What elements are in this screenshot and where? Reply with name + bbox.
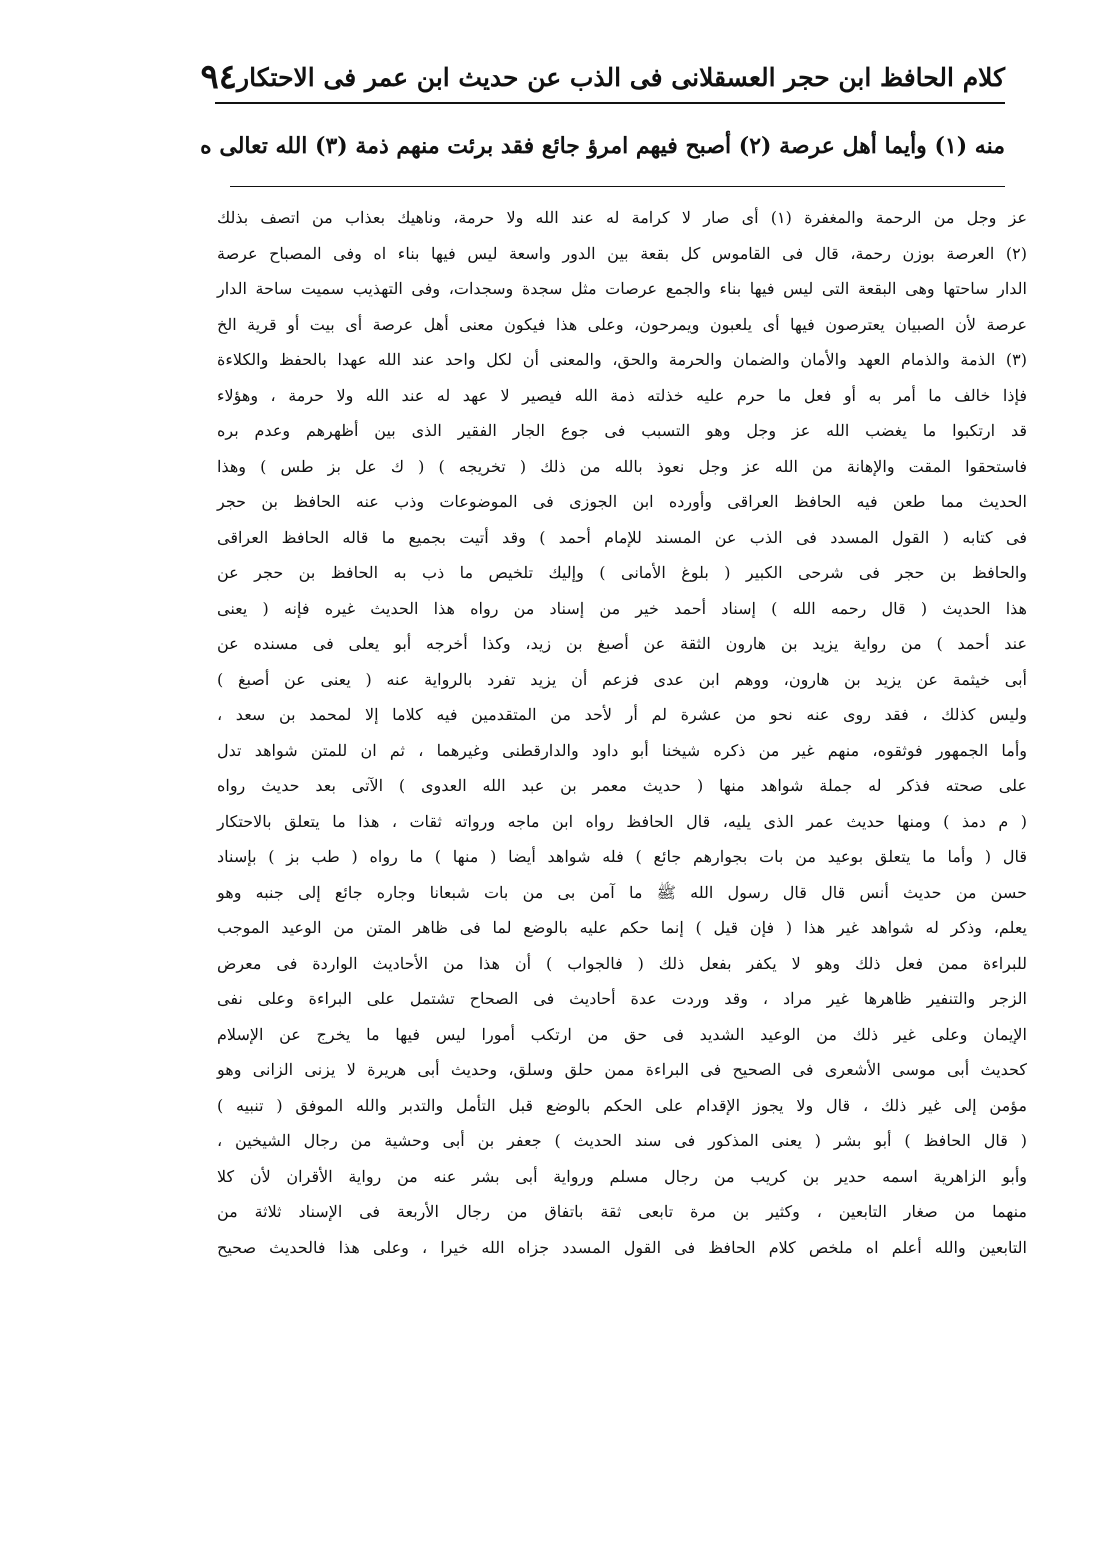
commentary-line: ( م دمذ ) ومنها حديث عمر الذى يليه، قال الحافظ رواه ابن ماجه ورواته ثقات ، هذا ما يتعلق بالاحتكار	[217, 811, 1027, 831]
hadith-text: منه (١) وأيما أهل عرصة (٢) أصبح فيهم امرؤ جائع فقد برئت منهم ذمة (٣) الله تعالى ه	[200, 133, 1005, 159]
commentary-line: فاستحقوا المقت والإهانة من الله عز وجل نعوذ بالله من ذلك ( تخريجه ) ( ك عل بز طس ) وهذا	[217, 456, 1027, 476]
commentary-line: عند أحمد ) من رواية يزيد بن هارون الثقة عن أصبغ بن زيد، وكذا أخرجه أبو يعلى فى مسنده عن	[217, 634, 1028, 653]
commentary-line: الدار ساحتها وهى البقعة التى ليس فيها بناء والجمع عرصات مثل سجدة وسجدات، وفى التهذيب سميت ساحة الدار	[217, 279, 1027, 298]
commentary-line: عز وجل من الرحمة والمغفرة (١) أى صار لا كرامة له عند الله ولا حرمة، وناهيك بعذاب من اتصف بذلك	[217, 208, 1028, 227]
commentary-line: الإيمان وعلى غير ذلك من الوعيد الشديد فى حق من ارتكب أمورا ليس فيها ما يخرج عن الإسلام	[217, 1024, 1028, 1044]
commentary-line: قد ارتكبوا ما يغضب الله عز وجل وهو التسبب فى جوع الجار الفقير الذى بين أظهرهم وعدم بره	[217, 421, 1027, 440]
commentary-line: وأما الجمهور فوثقوه، منهم غير من ذكره شيخنا أبو داود والدارقطنى وغيرهما ، ثم ان للمتن شواهد تدل	[217, 740, 1027, 760]
commentary-line: التابعين والله أعلم اه ملخص كلام الحافظ فى القول المسدد جزاه الله خيرا ، وعلى هذا فالحديث صحيح	[217, 1237, 1027, 1257]
commentary-line: للبراءة ممن فعل ذلك وهو لا يكفر بفعل ذلك ( فالجواب ) أن هذا من الأحاديث الواردة فى معرض	[217, 953, 1027, 973]
commentary-line: قال ( وأما ما يتعلق بوعيد من بات بجوارهم جائع ) فله شواهد أيضا ( منها ) ما رواه ( طب بز ) بإسناد	[217, 847, 1027, 866]
running-title: كلام الحافظ ابن حجر العسقلانى فى الذب عن حديث ابن عمر فى الاحتكار	[237, 62, 1005, 92]
commentary-line: (٢) العرصة بوزن رحمة، قال فى القاموس كل بقعة بين الدور واسعة ليس فيها بناء اه وفى المصباح عرصة	[217, 243, 1027, 263]
commentary-line: حسن من حديث أنس قال قال رسول الله ﷺ ما آمن بى من بات شبعانا وجاره جائع إلى جنبه وهو	[217, 882, 1028, 902]
commentary-line: فى كتابه ( القول المسدد فى الذب عن المسند للإمام أحمد ) وقد أتيت بجميع ما قاله الحافظ العراقى	[217, 527, 1027, 547]
commentary-line: فإذا خالف ما أمر به أو فعل ما حرم عليه خذلته ذمة الله فيصير لا عهد له عند الله ولا حرمة ، وهؤلاء	[217, 385, 1028, 405]
commentary-line: وأبو الزاهرية اسمه حدير بن كريب من رجال مسلم ورواية أبى بشر عنه من رواية الأقران لأن كلا	[217, 1166, 1027, 1186]
commentary-line: على صحته فذكر له جملة شواهد منها ( حديث معمر بن عبد الله العدوى ) الآتى بعد حديث رواه	[217, 776, 1027, 795]
commentary-line: يعلم، وذكر له شواهد غير هذا ( فإن قيل ) إنما حكم عليه بالوضع لما فى ظاهر المتن من الوعيد الموجب	[217, 918, 1027, 937]
commentary-line: وليس كذلك ، فقد روى عنه نحو من عشرة لم أر لأحد من المتقدمين فيه كلاما إلا لمحمد بن سعد ،	[217, 705, 1028, 724]
footnote-divider	[230, 186, 1005, 187]
commentary-line: منهما من صغار التابعين ، وكثير بن مرة تابعى ثقة باتفاق من رجال الأربعة فى الإسناد ثلاثة من	[217, 1202, 1027, 1221]
commentary-line: والحافظ بن حجر فى شرحى الكبير ( بلوغ الأمانى ) وإليك تلخيص ما ذب به الحافظ بن حجر عن	[217, 563, 1027, 582]
commentary-line: هذا الحديث ( قال رحمه الله ) إسناد أحمد خير من إسناد من رواه هذا الحديث غيره فإنه ( يعنى	[217, 598, 1027, 618]
page-number: ٩٤	[200, 57, 238, 97]
commentary-line: الزجر والتنفير ظاهرها غير مراد ، وقد وردت عدة أحاديث فى الصحاح تشتمل على البراءة وعلى نفى	[217, 989, 1027, 1008]
commentary-line: أبى خيثمة عن يزيد بن هارون، ووهم ابن عدى فزعم أن يزيد تفرد بالرواية عنه ( يعنى عن أصبغ )	[217, 669, 1027, 689]
page-header	[200, 52, 1005, 104]
commentary-line: (٣) الذمة والذمام العهد والأمان والضمان والحرمة والحق، والمعنى أن لكل واحد عند الله عهدا بالحفظ والكلاءة	[217, 350, 1027, 369]
commentary-line: مؤمن إلى غير ذلك ، قال ولا يجوز الإقدام على الحكم بالوضع قبل التأمل والتدبر والله الموفق ( تنبيه )	[217, 1095, 1027, 1115]
commentary-line: كحديث أبى موسى الأشعرى فى الصحيح فى البراءة ممن حلق وسلق، وحديث أبى هريرة لا يزنى الزانى وهو	[217, 1060, 1027, 1079]
commentary-line: الحديث مما طعن فيه الحافظ العراقى وأورده ابن الجوزى فى الموضوعات وذب عنه الحافظ بن حجر	[217, 492, 1027, 511]
commentary-line: عرصة لأن الصبيان يعترصون فيها أى يلعبون ويمرحون، وعلى هذا فيكون معنى أهل عرصة أى بيت أو قرية الخ	[217, 314, 1028, 334]
commentary-block	[217, 200, 1027, 1545]
commentary-line: ( قال الحافظ ) أبو بشر ( يعنى المذكور فى سند الحديث ) جعفر بن أبى وحشية من رجال الشيخين ،	[217, 1131, 1027, 1150]
